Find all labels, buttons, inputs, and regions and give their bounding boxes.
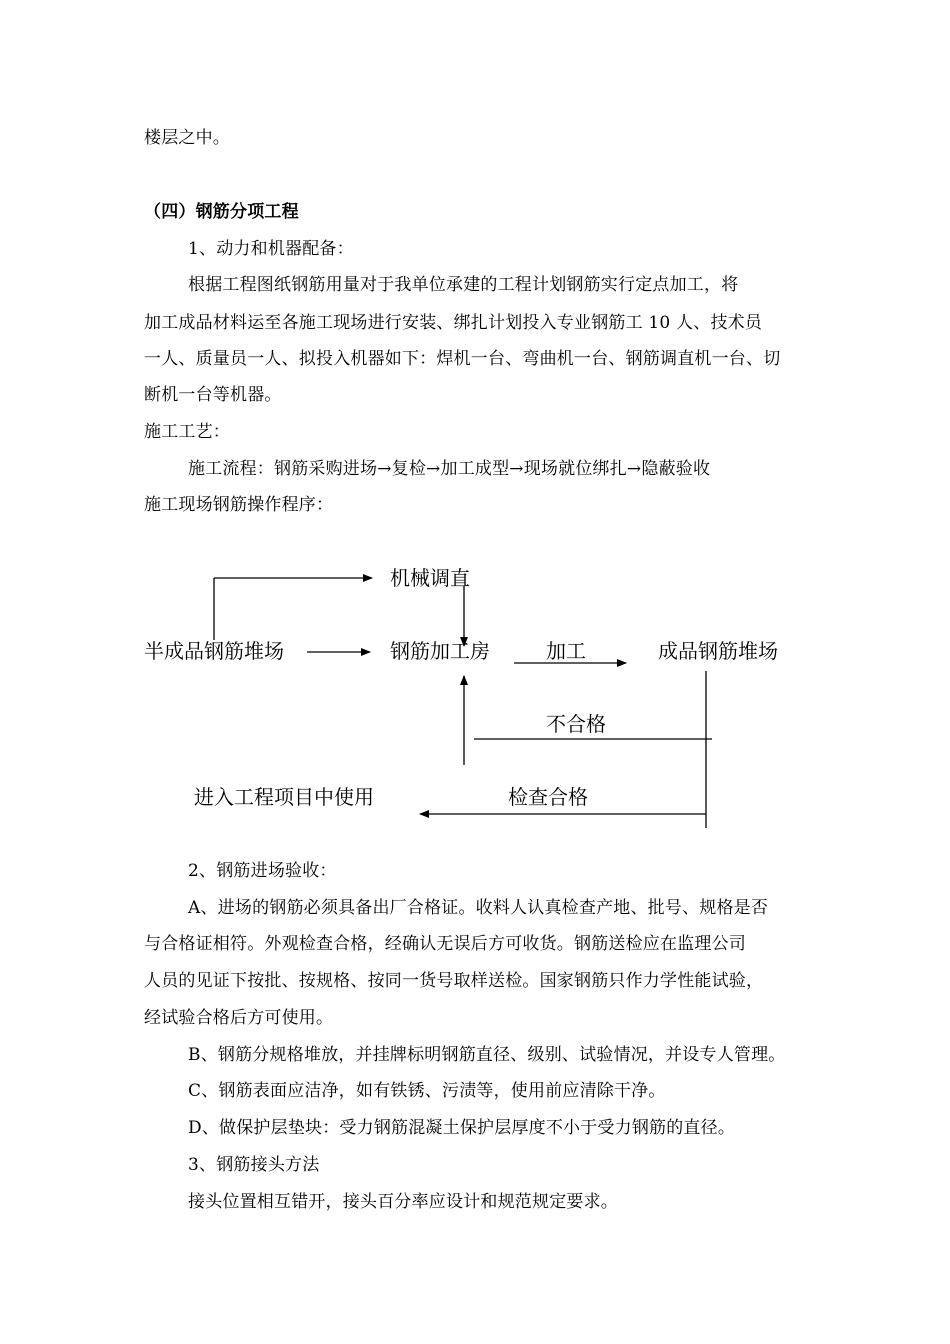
text-line: 一人、质量员一人、拟投入机器如下：焊机一台、弯曲机一台、钢筋调直机一台、切 (144, 349, 781, 369)
text-line: 楼层之中。 (144, 128, 230, 148)
text-line: 接头位置相互错开，接头百分率应设计和规范规定要求。 (188, 1192, 618, 1212)
text-line: A、进场的钢筋必须具备出厂合格证。收料人认真检查产地、批号、规格是否 (188, 898, 769, 918)
subsection-heading: 2、钢筋进场验收： (188, 861, 337, 881)
subsection-heading: 1、动力和机器配备： (188, 239, 354, 259)
node-semi-finished-yard: 半成品钢筋堆场 (144, 639, 284, 663)
text-line: D、做保护层垫块：受力钢筋混凝土保护层厚度不小于受力钢筋的直径。 (188, 1118, 736, 1138)
subsection-heading: 3、钢筋接头方法 (188, 1155, 320, 1175)
node-processing-shop: 钢筋加工房 (390, 639, 490, 663)
text-line: 经试验合格后方可使用。 (144, 1008, 334, 1028)
node-finished-yard: 成品钢筋堆场 (658, 639, 778, 663)
text-line: 施工工艺： (144, 422, 230, 442)
edge-label-process: 加工 (546, 639, 586, 663)
text-line: 与合格证相符。外观检查合格，经确认无误后方可收货。钢筋送检应在监理公司 (144, 934, 746, 954)
text-line: 加工成品材料运至各施工现场进行安装、绑扎计划投入专业钢筋工 10 人、技术员 (144, 313, 763, 333)
text-line: C、钢筋表面应洁净，如有铁锈、污渍等，使用前应清除干净。 (188, 1081, 666, 1101)
node-mechanical-straightening: 机械调直 (390, 566, 470, 590)
text-line: 施工流程：钢筋采购进场→复检→加工成型→现场就位绑扎→隐蔽验收 (188, 459, 711, 479)
text-line: 断机一台等机器。 (144, 385, 282, 405)
text-line: B、钢筋分规格堆放，并挂牌标明钢筋直径、级别、试验情况，并设专人管理。 (188, 1045, 786, 1065)
edge-label-inspection-passed: 检查合格 (508, 785, 588, 809)
section-heading: （四）钢筋分项工程 (144, 202, 299, 222)
node-project-use: 进入工程项目中使用 (194, 785, 374, 809)
text-line: 施工现场钢筋操作程序： (144, 495, 334, 515)
edge-label-unqualified: 不合格 (546, 712, 606, 736)
text-line: 人员的见证下按批、按规格、按同一货号取样送检。国家钢筋只作力学性能试验， (144, 971, 764, 991)
text-line: 根据工程图纸钢筋用量对于我单位承建的工程计划钢筋实行定点加工，将 (188, 275, 739, 295)
